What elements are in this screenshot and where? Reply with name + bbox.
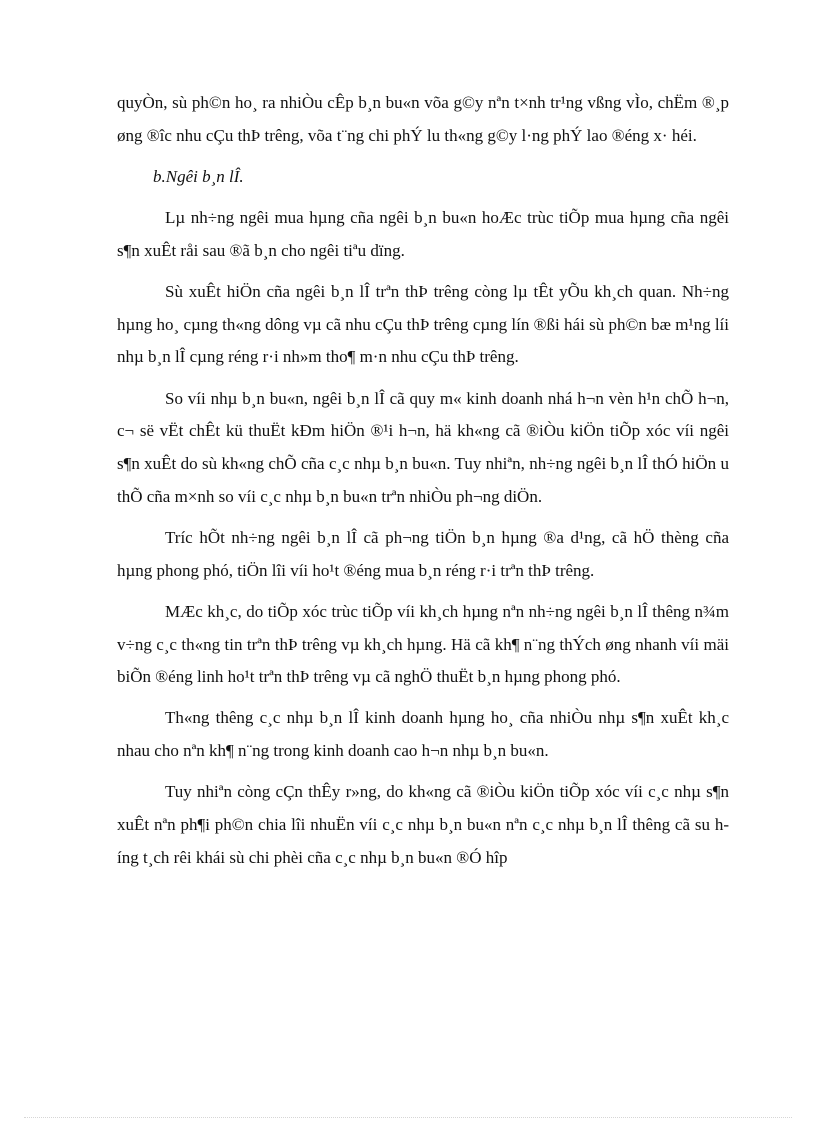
paragraph: Tríc hÕt nh÷ng ngêi b¸n lÎ cã ph¬ng tiÖn b¸n hµng ®a d¹ng, cã hÖ thèng cña hµng phong phó, tiÖn lîi víi ho¹t ®éng mua b¸n réng r·i trªn thÞ trêng. bbox=[117, 527, 729, 580]
paragraph: Th«ng thêng c¸c nhµ b¸n lÎ kinh doanh hµng ho¸ cña nhiÒu nhµ s¶n xuÊt kh¸c nhau cho nªn kh¶ n¨ng trong kinh doanh cao h¬n nhµ b¸n bu«n. bbox=[117, 708, 729, 761]
paragraph: MÆc kh¸c, do tiÕp xóc trùc tiÕp víi kh¸ch hµng nªn nh÷ng ngêi b¸n lÎ thêng n¾m v÷ng c¸c th«ng tin trªn thÞ trêng vµ kh¸ch hµng. Hä cã kh¶ n¨ng thÝch øng nhanh víi mäi biÕn ®éng linh ho¹t trªn thÞ trêng vµ cã nghÖ thuËt b¸n hµng phong phó. bbox=[117, 601, 729, 687]
paragraph: Sù xuÊt hiÖn cña ngêi b¸n lÎ trªn thÞ trêng còng lµ tÊt yÕu kh¸ch quan. Nh÷ng hµng ho¸ cµng th«ng dông vµ cã nhu cÇu thÞ trêng cµng lín ®ßi hái sù ph©n bæ m¹ng líi nhµ b¸n lÎ cµng réng r·i nh»m tho¶ m·n nhu cÇu thÞ trêng. bbox=[117, 282, 729, 367]
body-text bbox=[117, 87, 729, 874]
paragraph: Lµ nh÷ng ngêi mua hµng cña ngêi b¸n bu«n hoÆc trùc tiÕp mua hµng cña ngêi s¶n xuÊt råi sau ®ã b¸n cho ngêi tiªu dïng. bbox=[117, 208, 729, 260]
paragraph: Tuy nhiªn còng cÇn thÊy r»ng, do kh«ng cã ®iÒu kiÖn tiÕp xóc víi c¸c nhµ s¶n xuÊt nªn ph¶i ph©n chia lîi nhuËn víi c¸c nhµ b¸n bu«n nªn c¸c nhµ b¸n lÎ thêng cã su híng t¸ch rêi khái sù chi phèi cña c¸c nhµ b¸n bu«n ®Ó hîp bbox=[117, 782, 729, 867]
page-bottom-divider bbox=[24, 1117, 792, 1118]
paragraph-continued: quyÒn, sù ph©n ho¸ ra nhiÒu cÊp b¸n bu«n võa g©y nªn t×nh tr¹ng vßng vÌo, chËm ®¸p øng ®îc nhu cÇu thÞ trêng, võa t¨ng chi phÝ lu th«ng g©y l·ng phÝ lao ®éng x· héi. bbox=[117, 93, 729, 145]
section-heading: b.Ngêi b¸n lÎ. bbox=[153, 166, 244, 186]
paragraph: So víi nhµ b¸n bu«n, ngêi b¸n lÎ cã quy m« kinh doanh nhá h¬n vèn h¹n chÕ h¬n, c¬ së vËt chÊt kü thuËt kÐm hiÖn ®¹i h¬n, hä kh«ng cã ®iÒu kiÖn tiÕp xóc víi ngêi s¶n xuÊt do sù kh«ng chÕ cña c¸c nhµ b¸n bu«n. Tuy nhiªn, nh÷ng ngêi b¸n lÎ thÓ hiÖn u thÕ cña m×nh so víi c¸c nhµ b¸n bu«n trªn nhiÒu ph¬ng diÖn. bbox=[117, 388, 729, 506]
